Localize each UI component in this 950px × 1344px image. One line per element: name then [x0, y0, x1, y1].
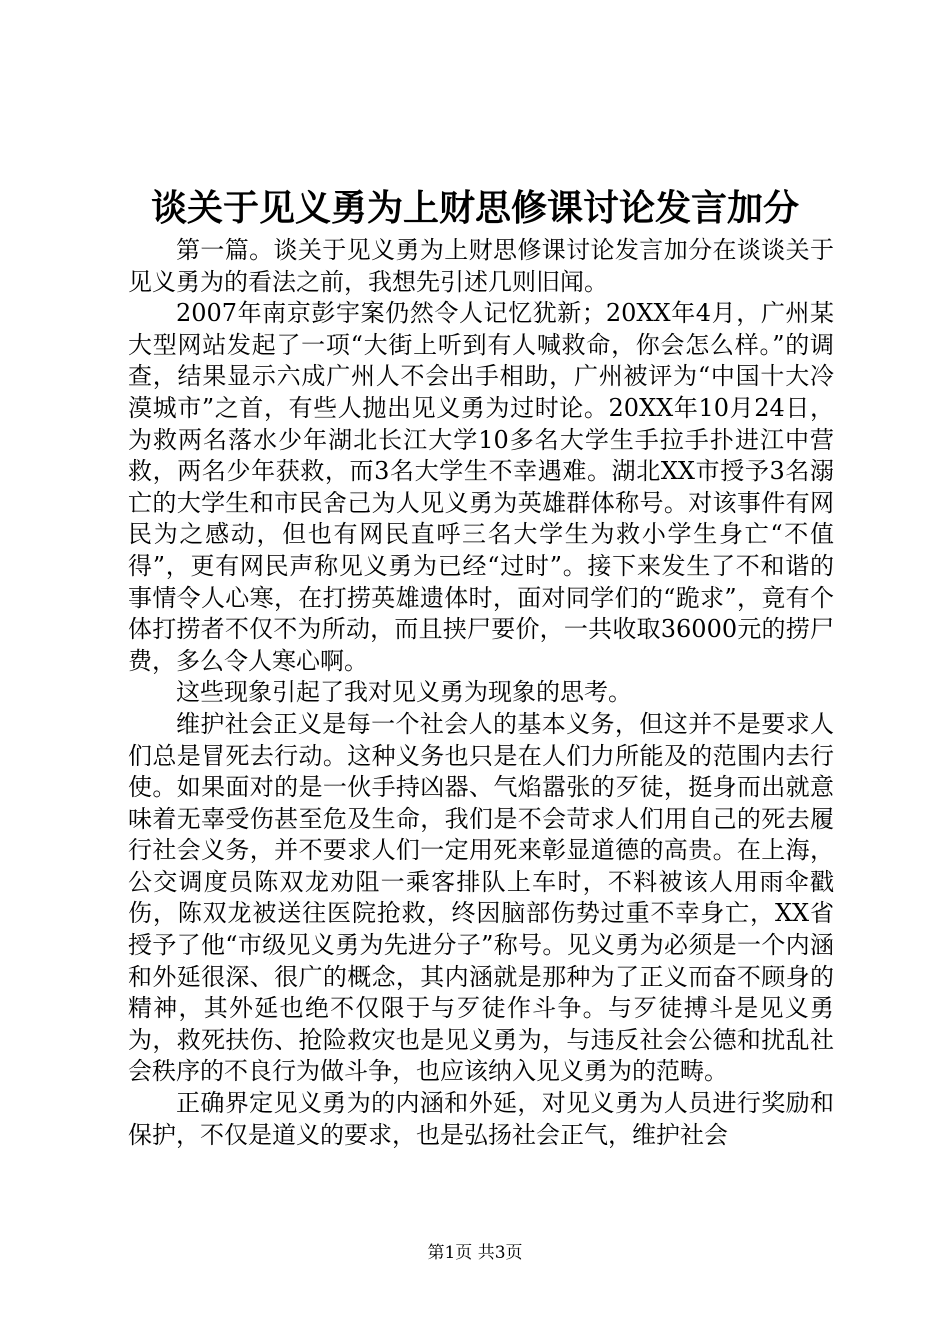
document-body — [128, 235, 834, 1151]
paragraph-4: 维护社会正义是每一个社会人的基本义务，但这并不是要求人们总是冒死去行动。这种义务也只是在人们力所能及的范围内去行使。如果面对的是一伙手持凶器、气焰嚣张的歹徒，挺身而出就意味着无辜受伤甚至危及生命，我们是不会苛求人们用自己的死去履行社会义务，并不要求人们一定用死来彰显道德的高贵。在上海，公交调度员陈双龙劝阻一乘客排队上车时，不料被该人用雨伞戳伤，陈双龙被送往医院抢救，终因脑部伤势过重不幸身亡，XX省授予了他“市级见义勇为先进分子”称号。见义勇为必须是一个内涵和外延很深、很广的概念，其内涵就是那种为了正义而奋不顾身的精神，其外延也绝不仅限于与歹徒作斗争。与歹徒搏斗是见义勇为，救死扶伤、抢险救灾也是见义勇为，与违反社会公德和扰乱社会秩序的不良行为做斗争，也应该纳入见义勇为的范畴。 — [128, 709, 834, 1086]
paragraph-1: 第一篇。谈关于见义勇为上财思修课讨论发言加分在谈谈关于见义勇为的看法之前，我想先引述几则旧闻。 — [128, 236, 834, 296]
document-title: 谈关于见义勇为上财思修课讨论发言加分 — [150, 187, 799, 229]
paragraph-5: 正确界定见义勇为的内涵和外延，对见义勇为人员进行奖励和保护，不仅是道义的要求，也是弘扬社会正气，维护社会 — [128, 1089, 834, 1149]
paragraph-2: 2007年南京彭宇案仍然令人记忆犹新；20XX年4月，广州某大型网站发起了一项“大街上听到有人喊救命，你会怎么样。”的调查，结果显示六成广州人不会出手相助，广州被评为“中国十大冷漠城市”之首，有些人抛出见义勇为过时论。20XX年10月24日，为救两名落水少年湖北长江大学10多名大学生手拉手扑进江中营救，两名少年获救，而3名大学生不幸遇难。湖北XX市授予3名溺亡的大学生和市民舍己为人见义勇为英雄群体称号。对该事件有网民为之感动，但也有网民直呼三名大学生为救小学生身亡“不值得”，更有网民声称见义勇为已经“过时”。接下来发生了不和谐的事情令人心寒，在打捞英雄遗体时，面对同学们的“跪求”，竟有个体打捞者不仅不为所动，而且挟尸要价，一共收取36000元的捞尸费，多么令人寒心啊。 — [128, 299, 834, 675]
page-footer: 第1页 共3页 — [427, 1243, 523, 1263]
paragraph-3: 这些现象引起了我对见义勇为现象的思考。 — [176, 678, 632, 707]
